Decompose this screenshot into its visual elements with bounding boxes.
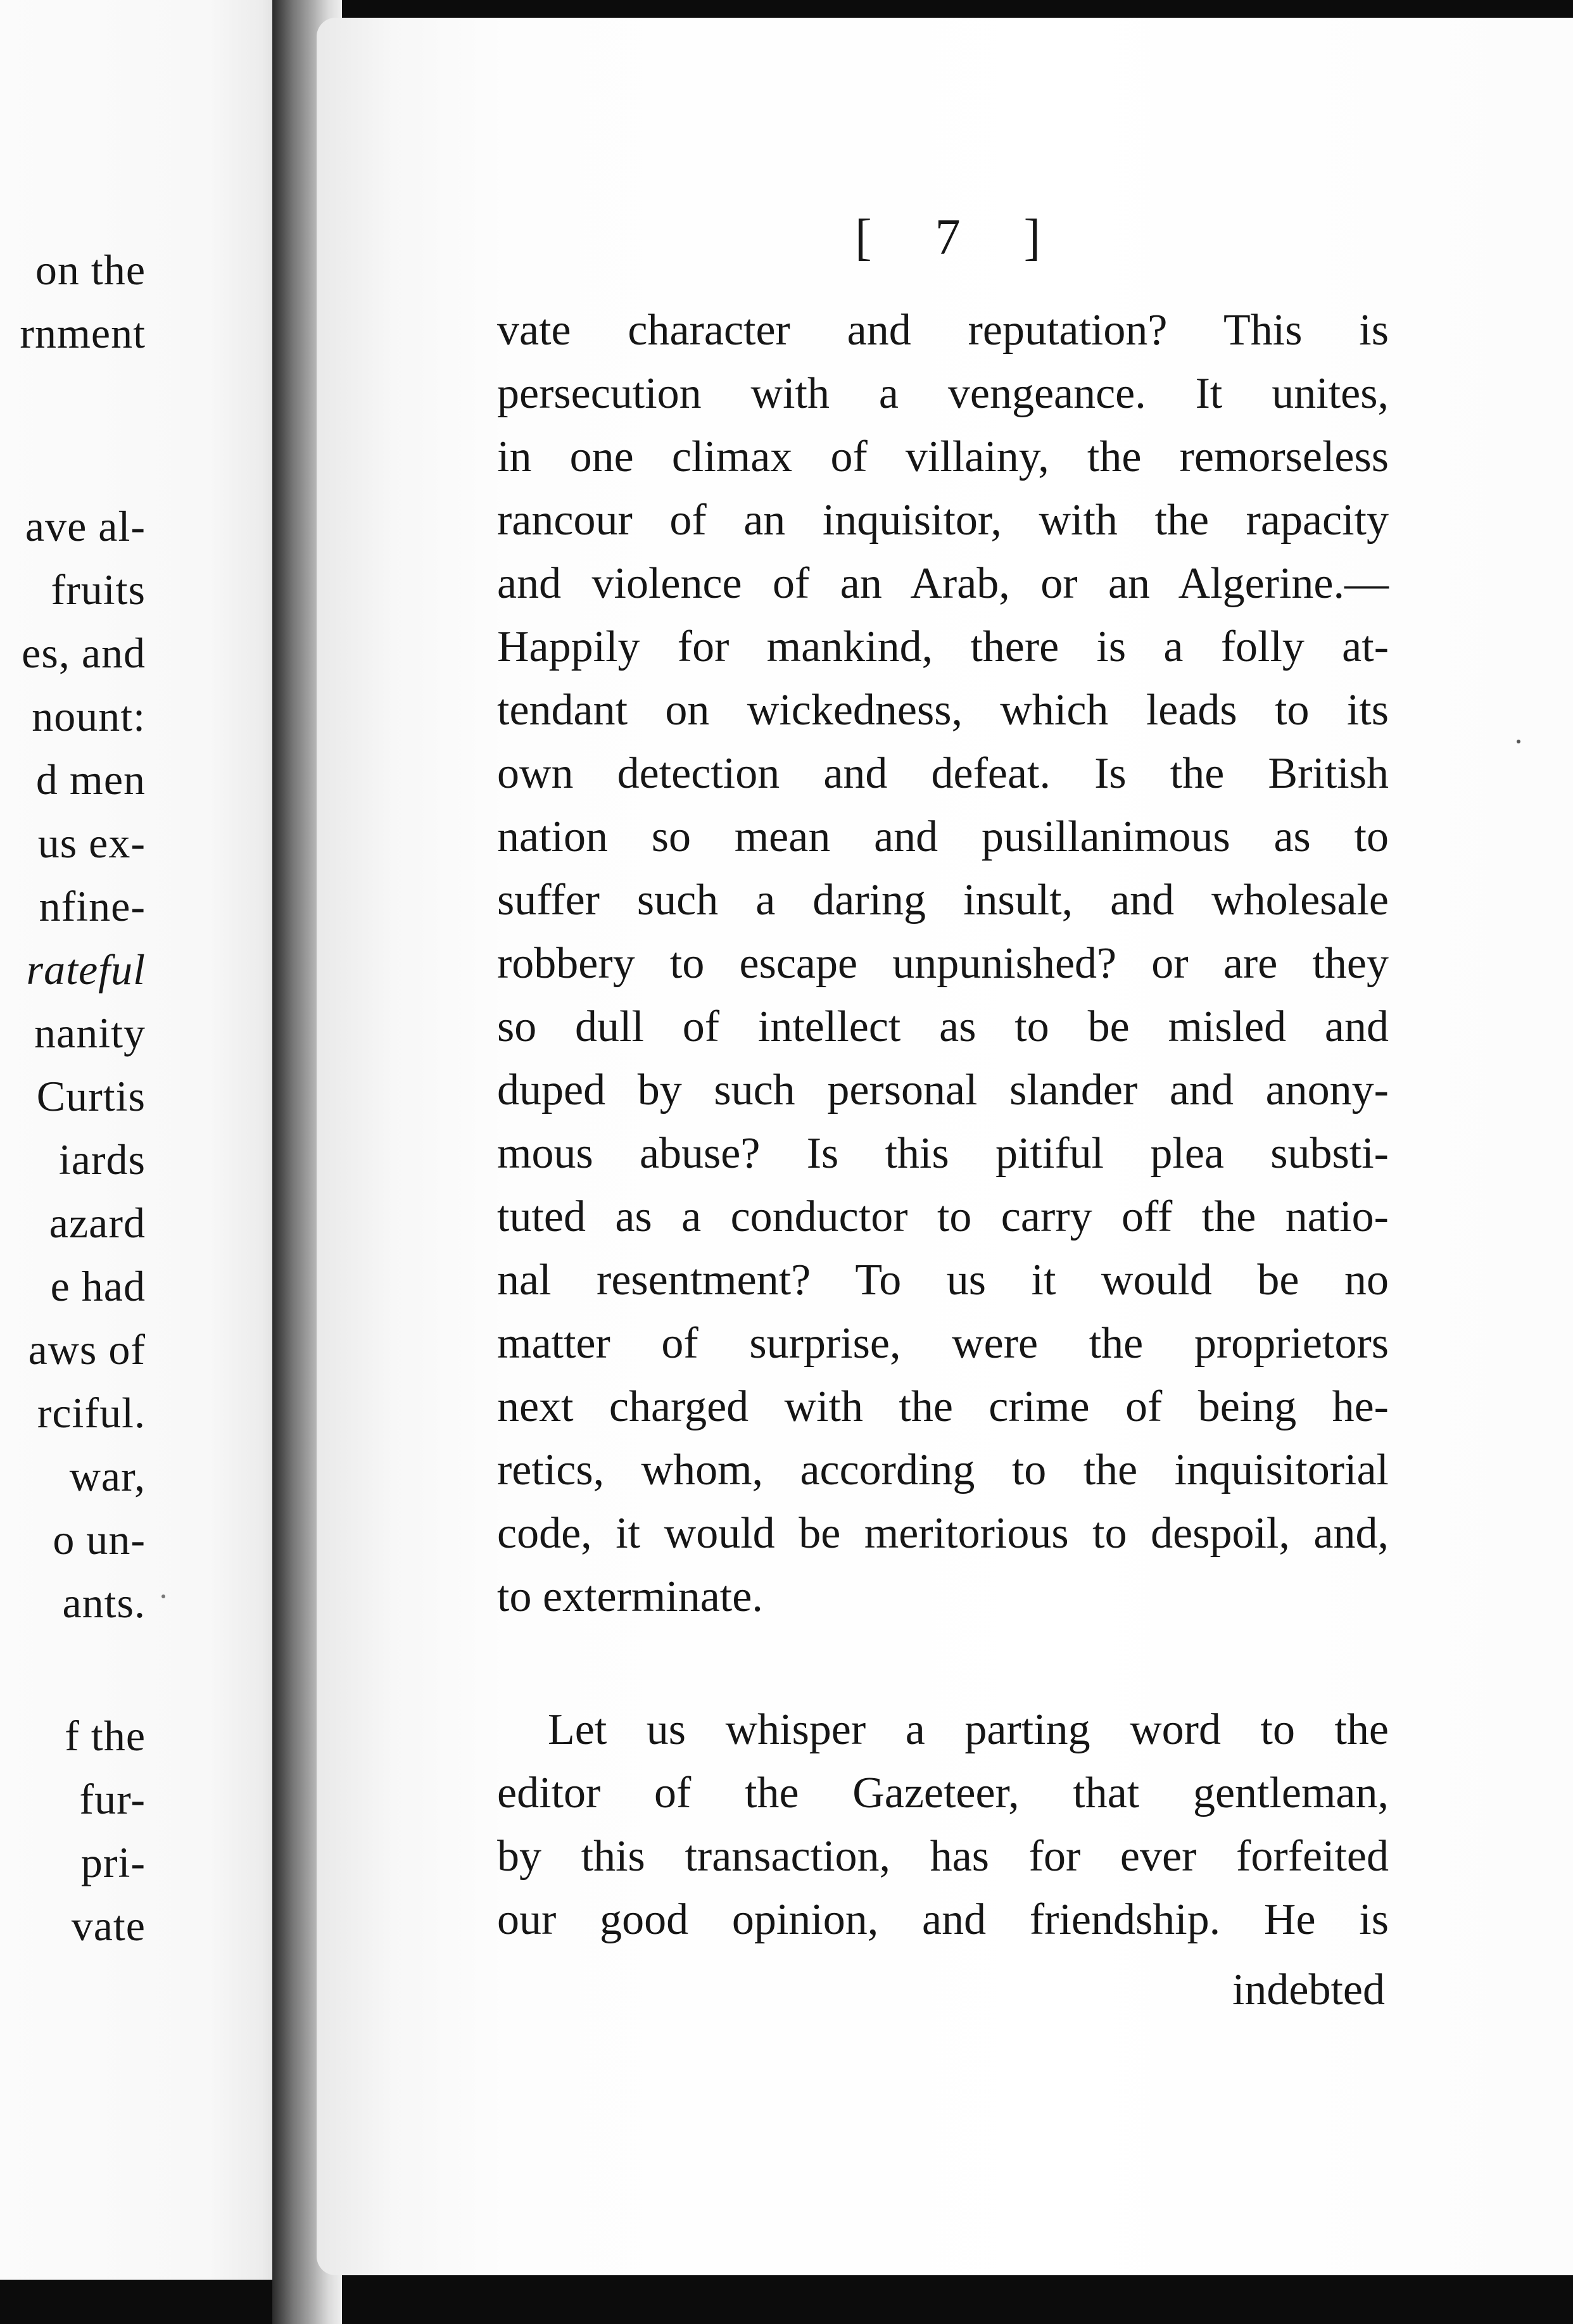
- left-line: fruits: [51, 565, 146, 614]
- text-line: persecution with a vengeance. It unites,: [497, 369, 1389, 418]
- left-line: aws of: [28, 1325, 146, 1374]
- left-line: azard: [49, 1199, 146, 1247]
- left-line: rnment: [20, 309, 146, 357]
- left-line: nanity: [34, 1009, 146, 1057]
- left-line: iards: [58, 1135, 146, 1184]
- left-line: war,: [69, 1452, 146, 1500]
- text-line: in one climax of villainy, the remorseless: [497, 433, 1389, 481]
- ink-speck: [161, 1595, 165, 1598]
- text-line: so dull of intellect as to be misled and: [497, 1002, 1389, 1051]
- text-line: matter of surprise, were the proprietors: [497, 1319, 1389, 1368]
- text-line: nal resentment? To us it would be no: [497, 1256, 1389, 1304]
- page-number: [ 7 ]: [855, 210, 1066, 265]
- left-line: vate: [71, 1902, 146, 1950]
- left-line: d men: [35, 755, 146, 804]
- text-line: code, it would be meritorious to despoil, and,: [497, 1509, 1389, 1558]
- catchword: indebted: [1232, 1966, 1385, 2014]
- left-line: ave al-: [25, 502, 146, 550]
- text-line: to exterminate.: [497, 1572, 763, 1621]
- left-line: nount:: [32, 692, 146, 740]
- left-line: f the: [65, 1712, 146, 1760]
- left-line: us ex-: [37, 819, 146, 867]
- text-line: Happily for mankind, there is a folly at-: [497, 622, 1389, 671]
- ink-speck: [1517, 740, 1520, 743]
- left-line: rciful.: [37, 1389, 146, 1437]
- text-line: retics, whom, according to the inquisitorial: [497, 1446, 1389, 1494]
- text-line: and violence of an Arab, or an Algerine.—: [497, 559, 1389, 608]
- left-line: o un-: [53, 1515, 146, 1563]
- left-line: pri-: [80, 1838, 146, 1886]
- text-line: duped by such personal slander and anony-: [497, 1066, 1389, 1115]
- text-line: our good opinion, and friendship. He is: [497, 1895, 1389, 1944]
- left-line: on the: [35, 246, 146, 294]
- text-line: suffer such a daring insult, and wholesale: [497, 876, 1389, 925]
- text-line: tendant on wickedness, which leads to its: [497, 686, 1389, 735]
- left-line: fur-: [79, 1775, 146, 1823]
- left-line: nfine-: [39, 882, 146, 930]
- left-line: e had: [50, 1262, 146, 1310]
- text-line: Let us whisper a parting word to the: [548, 1705, 1389, 1754]
- text-line: tuted as a conductor to carry off the natio-: [497, 1192, 1389, 1241]
- left-line: es, and: [22, 629, 146, 677]
- left-line: rateful: [26, 945, 146, 994]
- text-line: nation so mean and pusillanimous as to: [497, 812, 1389, 861]
- left-line: Curtis: [36, 1072, 146, 1120]
- text-line: robbery to escape unpunished? or are they: [497, 939, 1389, 988]
- text-line: mous abuse? Is this pitiful plea substi-: [497, 1129, 1389, 1178]
- left-line: ants.: [62, 1579, 146, 1627]
- text-line: vate character and reputation? This is: [497, 306, 1389, 355]
- text-line: next charged with the crime of being he-: [497, 1382, 1389, 1431]
- text-line: editor of the Gazeteer, that gentleman,: [497, 1769, 1389, 1817]
- previous-page-fragment: [0, 0, 298, 2280]
- text-line: own detection and defeat. Is the British: [497, 749, 1389, 798]
- text-line: by this transaction, has for ever forfeited: [497, 1832, 1389, 1881]
- text-line: rancour of an inquisitor, with the rapacity: [497, 496, 1389, 545]
